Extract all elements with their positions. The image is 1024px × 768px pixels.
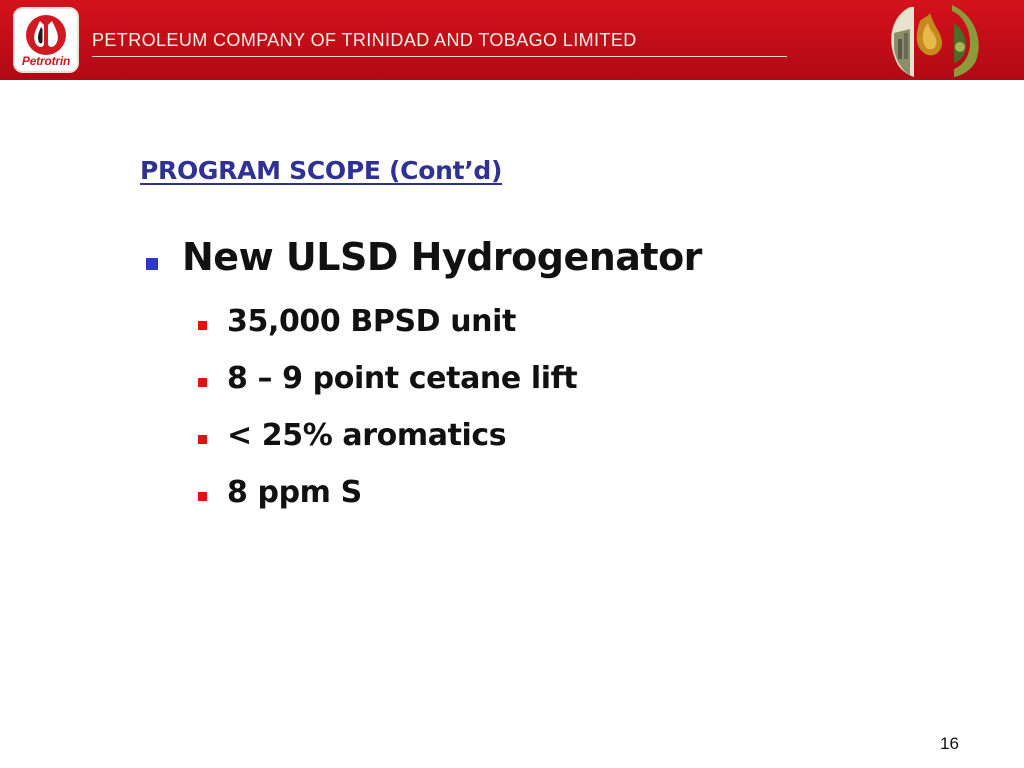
oil-drop-logo-icon — [23, 13, 69, 57]
sub-bullet-text: < 25% aromatics — [227, 418, 507, 453]
refinery-emblem-icon — [880, 3, 990, 79]
sub-bullet-text: 8 ppm S — [227, 475, 362, 510]
logo-wordmark: Petrotrin — [21, 54, 71, 68]
banner-divider — [92, 56, 787, 57]
header-banner — [0, 0, 1024, 80]
petrotrin-logo — [13, 7, 79, 73]
company-name: PETROLEUM COMPANY OF TRINIDAD AND TOBAGO LIMITED — [92, 30, 637, 50]
level2-bullet-marker — [198, 321, 207, 330]
level2-bullet-marker — [198, 378, 207, 387]
page-number: 16 — [940, 734, 959, 753]
slide-title: PROGRAM SCOPE (Cont’d) — [140, 156, 503, 185]
level2-bullet-marker — [198, 435, 207, 444]
level2-bullet-marker — [198, 492, 207, 501]
level1-bullet-marker — [146, 258, 158, 270]
sub-bullet-text: 35,000 BPSD unit — [227, 304, 516, 339]
main-bullet-text: New ULSD Hydrogenator — [182, 235, 702, 279]
sub-bullet-text: 8 – 9 point cetane lift — [227, 361, 578, 396]
